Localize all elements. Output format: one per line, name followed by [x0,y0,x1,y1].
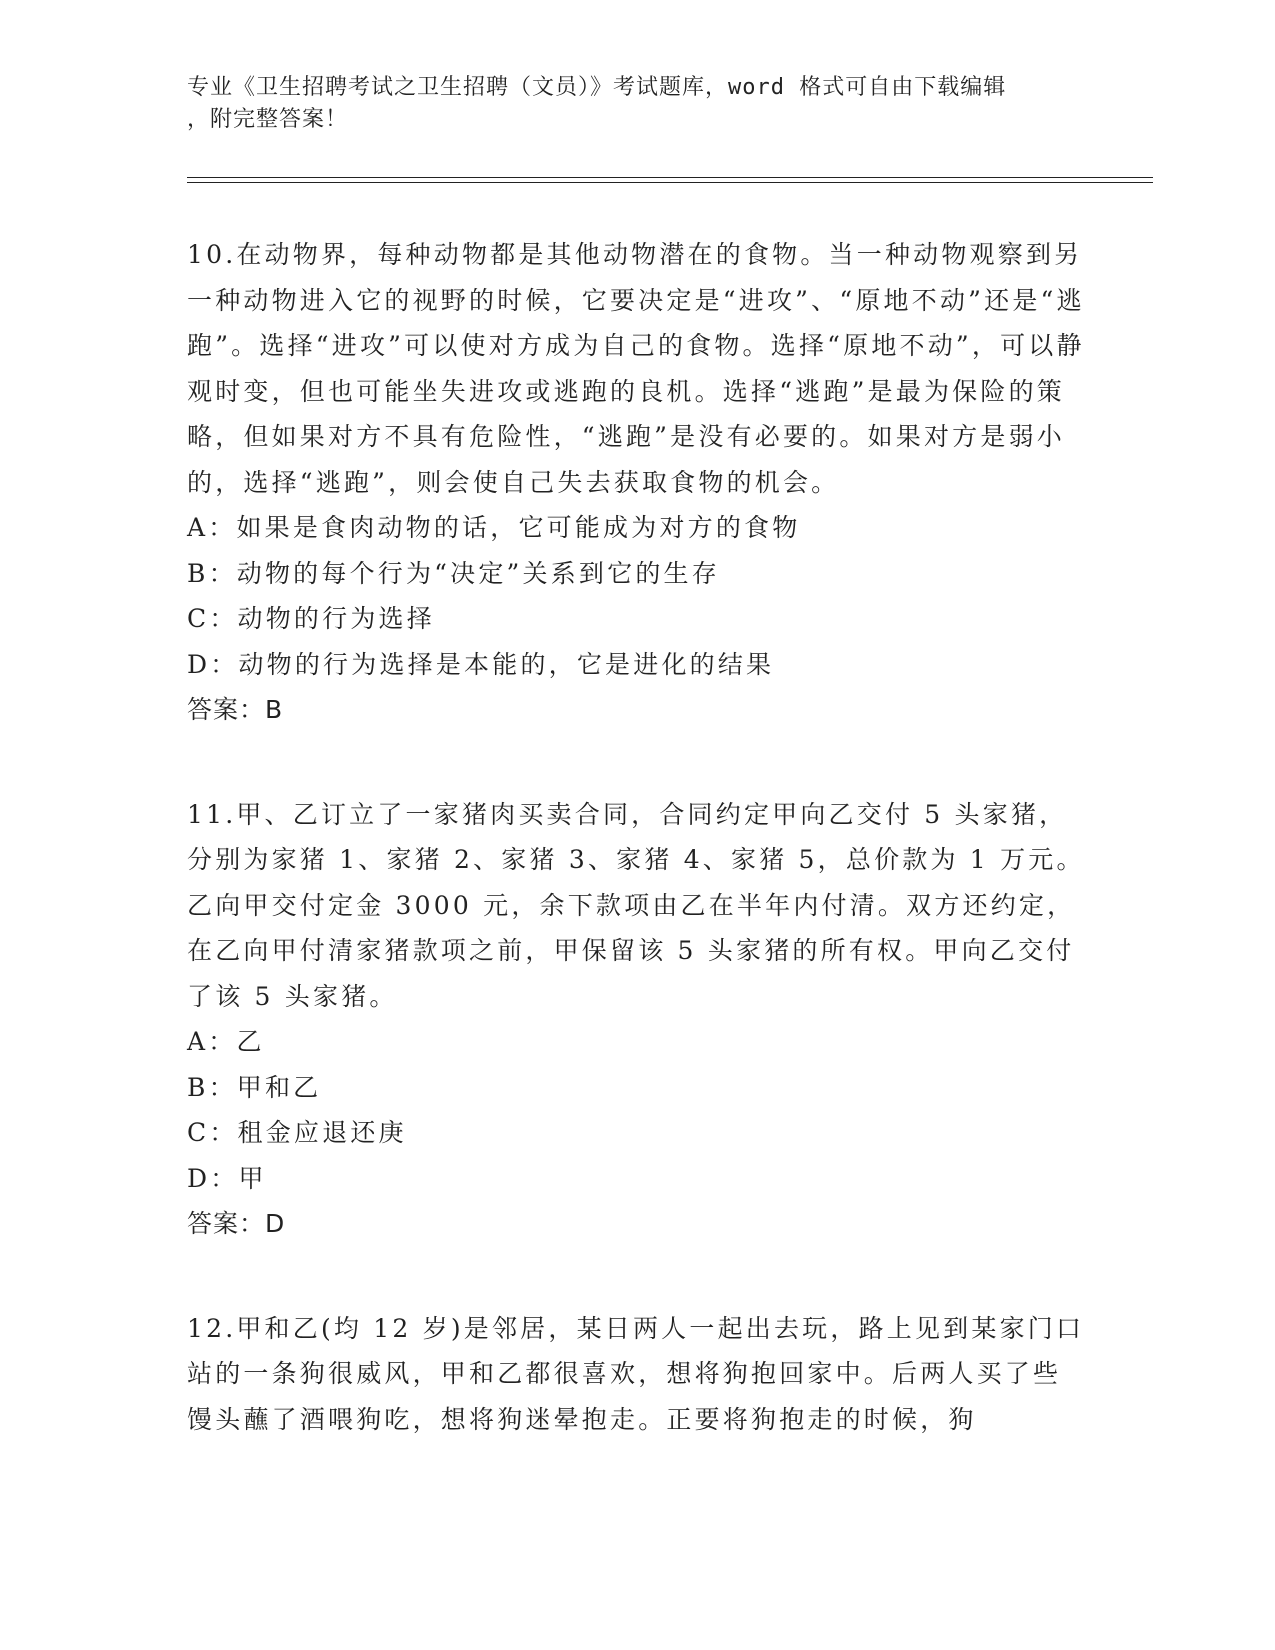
header-divider-bottom [187,182,1153,183]
question-text: 10.在动物界，每种动物都是其他动物潜在的食物。当一种动物观察到另一种动物进入它的视野的时候，它要决定是“进攻”、“原地不动”还是“逃跑”。选择“进攻”可以使对方成为自己的食物。选择“原地不动”，可以静观时变，但也可能坐失进攻或逃跑的良机。选择“逃跑”是最为保险的策略，但如果对方不具有危险性，“逃跑”是没有必要的。如果对方是弱小的，选择“逃跑”，则会使自己失去获取食物的机会。 [187,240,1085,497]
question-text: 11.甲、乙订立了一家猪肉买卖合同，合同约定甲向乙交付 5 头家猪，分别为家猪 1、家猪 2、家猪 3、家猪 4、家猪 5，总价款为 1 万元。乙向甲交付定金 3000 元，余下款项由乙在半年内付清。双方还约定，在乙向甲付清家猪款项之前，甲保留该 5 头家猪的所有权。甲向乙交付了该 5 头家猪。 [187,799,1085,1011]
document-header [187,72,1067,136]
option-d: D：动物的行为选择是本能的，它是进化的结果 [187,649,775,679]
option-a: A：乙 [187,1027,265,1056]
option-a: A：如果是食肉动物的话，它可能成为对方的食物 [187,513,801,542]
answer-text: 答案：B [187,695,284,724]
header-line-1: 专业《卫生招聘考试之卫生招聘（文员）》考试题库，word 格式可自由下载编辑 [187,75,1007,100]
option-b: B：甲和乙 [187,1072,322,1102]
option-b: B：动物的每个行为“决定”关系到它的生存 [187,558,720,588]
header-line-2: ，附完整答案！ [187,107,349,132]
header-divider-top [187,177,1153,178]
question-list [187,232,1087,1442]
question-11 [187,792,1087,1247]
option-c: C：租金应退还庚 [187,1118,407,1147]
answer-text: 答案：D [187,1209,286,1238]
question-text: 12.甲和乙(均 12 岁)是邻居，某日两人一起出去玩，路上见到某家门口站的一条狗很威风，甲和乙都很喜欢，想将狗抱回家中。后两人买了些馒头蘸了酒喂狗吃，想将狗迷晕抱走。正要将狗抱走的时候，狗 [187,1313,1085,1434]
question-12 [187,1306,1087,1443]
question-10 [187,232,1087,733]
option-d: D：甲 [187,1163,267,1193]
option-c: C：动物的行为选择 [187,604,435,633]
